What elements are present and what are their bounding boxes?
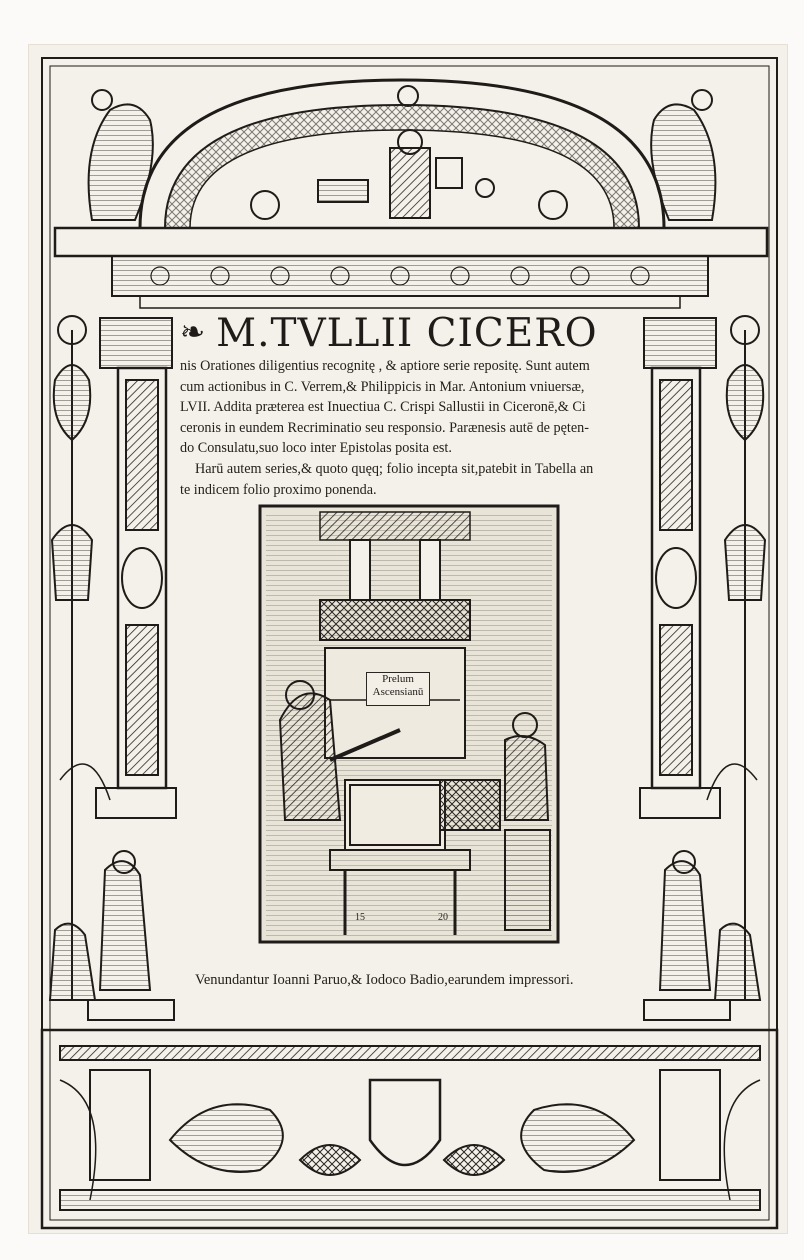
book-title (180, 308, 650, 358)
woodcut-year-right: 20 (438, 912, 448, 923)
text-line: nis Orationes diligentius recognitę , & aptiore serie repositę. Sunt autem (180, 358, 590, 374)
text-line: do Consulatu,suo loco inter Epistolas posita est. (180, 440, 452, 457)
press-label-line1: Prelum (382, 673, 414, 685)
description-paragraph-2 (180, 459, 650, 500)
text-line: te indicem folio proximo ponenda. (180, 481, 377, 498)
text-line: Harū autem series,& quoto quęq; folio incepta sit,patebit in Tabella an (195, 460, 594, 477)
press-label-line2: Ascensianū (372, 686, 424, 698)
title-description (180, 356, 650, 500)
description-paragraph-1 (180, 356, 650, 459)
press-label (366, 672, 430, 706)
woodcut-year-left: 15 (355, 912, 365, 923)
text-line: cum actionibus in C. Verrem,& Philippicis in Mar. Antonium vniuersæ, (180, 378, 585, 395)
title-text: M.TVLLII CICERO (216, 311, 598, 356)
fleuron-icon: ❧ (180, 315, 207, 350)
text-line: LVII. Addita præterea est Inuectiua C. Crispi Sallustii in Ciceronē,& Ci (180, 399, 586, 416)
text-line: ceronis in eundem Recriminatio seu responsio. Parænesis autē de pęten- (180, 419, 589, 436)
colophon: Venundantur Ioanni Paruo,& Iodoco Badio,earundem impressori. (195, 972, 574, 988)
